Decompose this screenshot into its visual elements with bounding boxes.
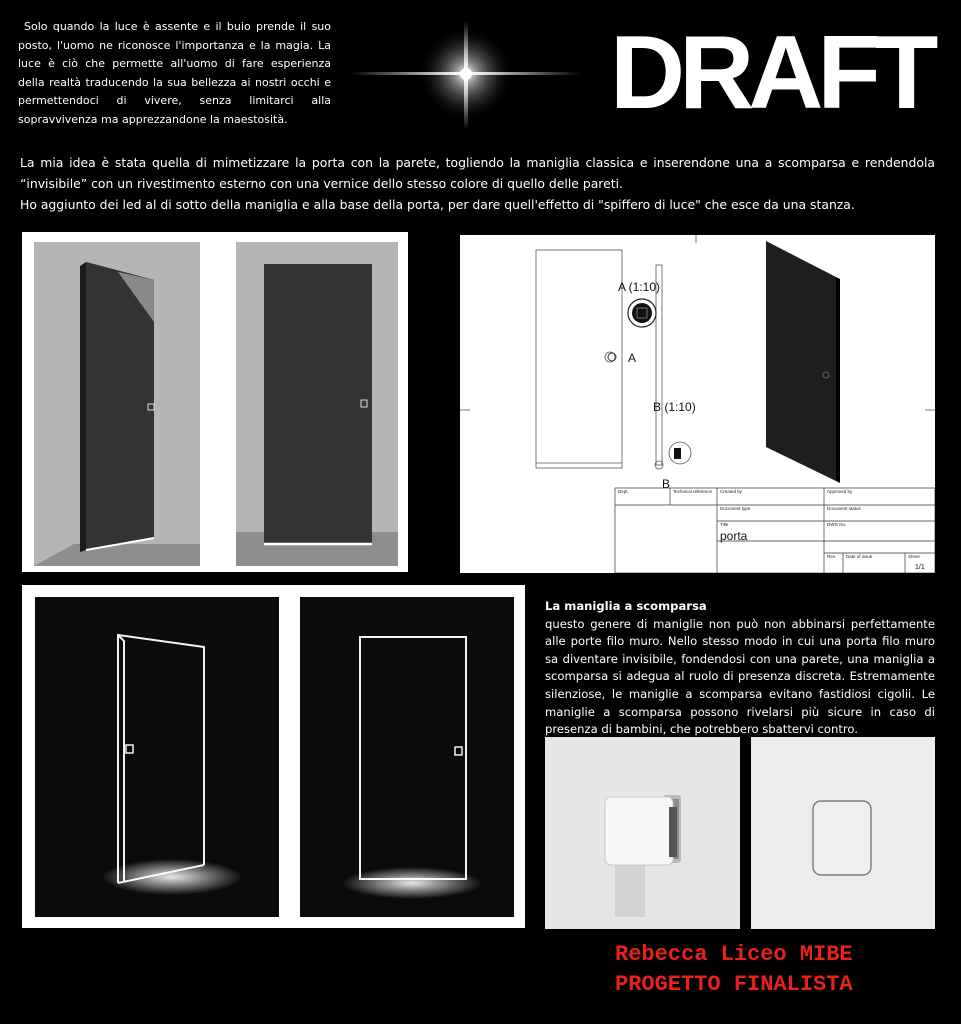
idea-description (20, 152, 935, 215)
idea-paragraph-2: Ho aggiunto dei led al di sotto della maniglia e alla base della porta, per dare quell'effetto di "spiffero di luce" che esce da una stanza. (20, 197, 855, 212)
credit-status: PROGETTO FINALISTA (615, 972, 853, 997)
tb-created-by: Created by (720, 489, 743, 494)
detail-b-label: B (662, 477, 671, 491)
tb-approved-by: Approved by (827, 489, 853, 494)
intro-paragraph: Solo quando la luce è assente e il buio prende il suo posto, l'uomo ne riconosce l'importanza e la magia. La luce è ciò che permette all'uomo di fare esperienza della realtà traducendo la sua bellezza ai nostri occhi e permettendoci di vivere, senza limitarci alla sopravvivenza ma apprezzandone la maestosità. (18, 20, 331, 126)
tb-doc-type: Document type (720, 506, 751, 511)
tb-doc-status: Document status (827, 506, 861, 511)
light-flare-graphic (340, 2, 590, 132)
tb-title-label: Title (720, 522, 729, 527)
technical-drawing-panel (460, 235, 935, 573)
tb-tech-ref: Technical reference (673, 489, 713, 494)
door-render-panel (22, 232, 408, 572)
tb-title-value: porta (720, 529, 748, 543)
handle-open-photo (545, 737, 740, 929)
detail-a-label: A (628, 351, 637, 365)
tb-dwg-no: DWG No. (827, 522, 847, 527)
draft-title: DRAFT (610, 15, 933, 131)
technical-drawing (460, 235, 935, 573)
tb-rev: Rev. (827, 554, 836, 559)
detail-a-title: A (1:10) (618, 280, 661, 294)
credit-author: Rebecca Liceo MIBE (615, 942, 853, 967)
handle-heading: La maniglia a scomparsa (545, 599, 707, 613)
door-renders (22, 232, 408, 572)
tb-date-of-issue: Date of issue (846, 554, 873, 559)
tb-sheet: Sheet (908, 554, 920, 559)
detail-b-title: B (1:10) (653, 400, 696, 414)
door-sketches (22, 585, 525, 928)
handle-body: questo genere di maniglie non può non abbinarsi perfettamente alle porte filo muro. Nello stesso modo in cui una porta filo muro sa diventare invisibile, fondendosi con una parete, una maniglia a scomparsa si adegua al ruolo di presenza discreta. Estremamente silenziose, le maniglie a scomparsa evitano fastidiosi cigolii. Le maniglie a scomparsa possono rivelarsi più sicure in caso di presenza di bambini, che potrebbero sbattervi contro. (545, 616, 935, 737)
door-sketch-panel (22, 585, 525, 928)
handle-section (545, 598, 935, 739)
handle-closed-photo (751, 737, 935, 929)
credit-block (615, 940, 853, 1000)
idea-paragraph-1: La mia idea è stata quella di mimetizzare la porta con la parete, togliendo la maniglia classica e inserendone una a scomparsa e rendendola “invisibile” con un rivestimento esterno con una vernice dello stesso colore di quello delle pareti. (20, 155, 935, 191)
tb-sheet-value: 1/1 (915, 564, 925, 571)
tb-dept: Dept. (618, 489, 629, 494)
